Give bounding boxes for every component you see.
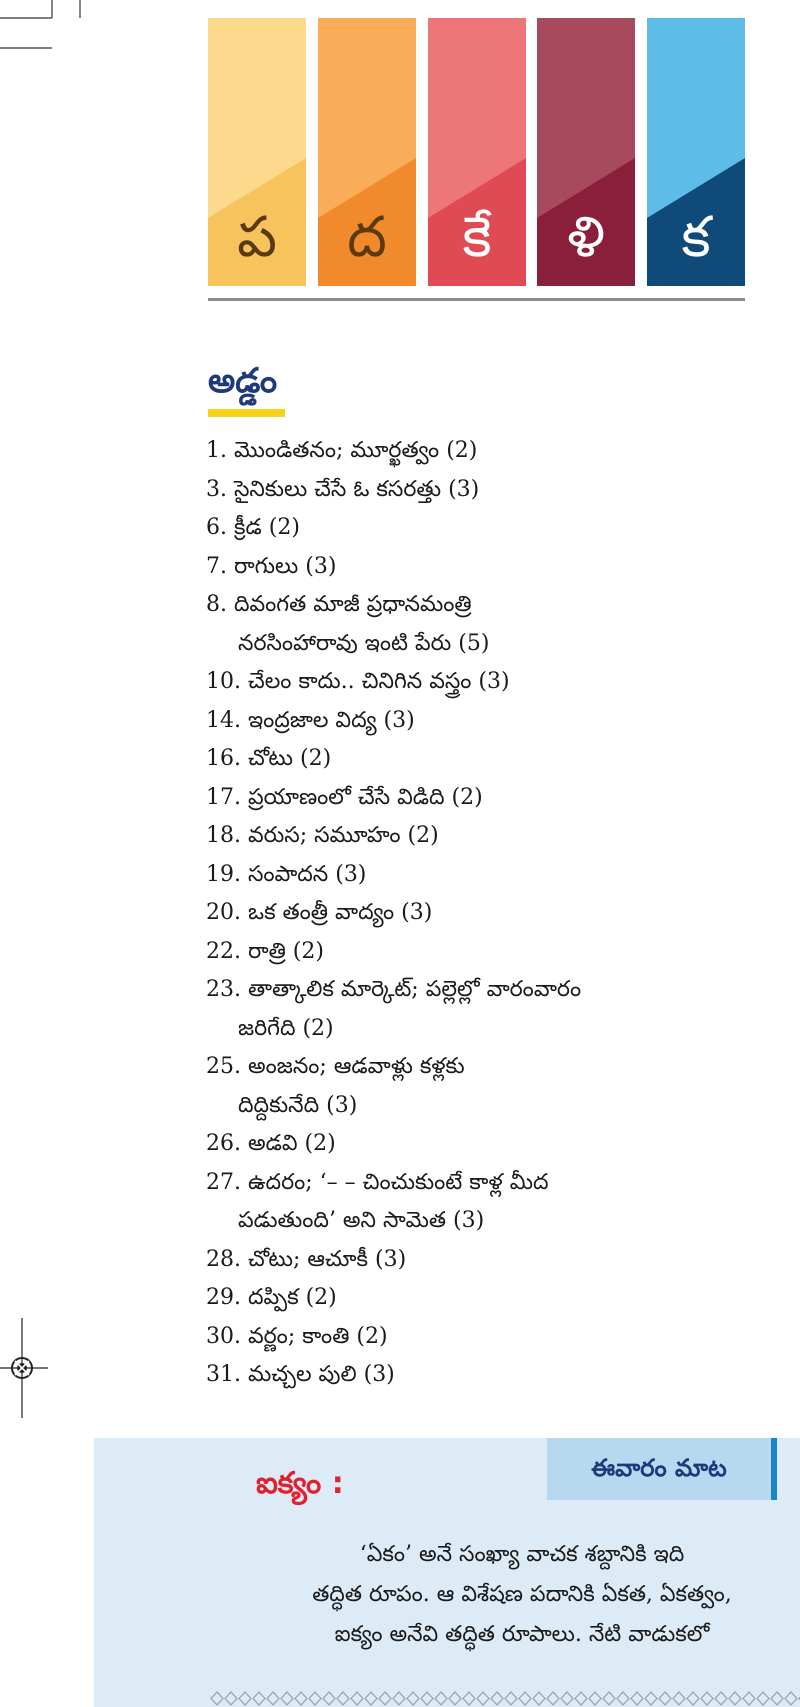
crop-marks: [0, 0, 90, 60]
heading-underline: [208, 409, 285, 417]
title-letter: కే: [462, 205, 492, 270]
title-tile: [428, 18, 526, 286]
word-of-week-word: ఐక్యం :: [256, 1466, 344, 1501]
title-letter: ప: [237, 205, 277, 270]
clue-item: 10. చేలం కాదు.. చినిగిన వస్త్రం (3): [206, 669, 510, 694]
clue-item: 17. ప్రయాణంలో చేసే విడిది (2): [206, 784, 483, 810]
clue-item: 22. రాత్రి (2): [206, 938, 324, 964]
title-tile: [537, 18, 635, 286]
title-banner: [208, 18, 745, 288]
banner-divider: [208, 298, 745, 301]
definition-line: ఐక్యం అనేవి తద్ధిత రూపాలు. నేటి వాడుకలో: [334, 1622, 710, 1647]
registration-mark-icon: [0, 1318, 50, 1418]
title-tile: [208, 18, 306, 286]
title-tile: [318, 18, 416, 286]
clue-list: [206, 432, 766, 1395]
clue-item: 29. దప్పిక (2): [206, 1285, 337, 1310]
definition-line: తద్ధిత రూపం. ఆ విశేషణ పదానికి ఏకత, ఏకత్వం,: [312, 1582, 732, 1607]
clue-item: 25. అంజనం; ఆడవాళ్లు కళ్లకు దిద్దికునేది (3): [206, 1054, 465, 1118]
clue-item: 19. సంపాదన (3): [206, 861, 367, 887]
clue-item: 1. మొండితనం; మూర్ఖత్వం (2): [206, 438, 478, 463]
clue-item: 23. తాత్కాలిక మార్కెట్; పల్లెల్లో వారంవారం జరిగేది (2): [206, 977, 582, 1041]
clue-item: 28. చోటు; ఆచూకీ (3): [206, 1246, 407, 1272]
clue-item: 30. వర్ణం; కాంతి (2): [206, 1323, 388, 1349]
clue-item: 7. రాగులు (3): [206, 553, 337, 579]
decorative-border: [210, 1690, 800, 1707]
definition-line: ‘ఏకం’ అనే సంఖ్యా వాచక శబ్దానికి ఇది: [359, 1542, 685, 1567]
word-of-week-tag-label: ఈవారం మాట: [591, 1454, 727, 1482]
section-heading: అడ్డం: [208, 361, 278, 401]
word-definition: [242, 1535, 800, 1655]
clue-item: 16. చోటు (2): [206, 746, 332, 771]
clue-item: 14. ఇంద్రజాల విద్య (3): [206, 707, 415, 733]
clue-item: 27. ఉదరం; ‘– – చించుకుంటే కాళ్ల మీద పడుతుంది’ అని సామెత (3): [206, 1169, 549, 1233]
clue-item: 6. క్రీడ (2): [206, 515, 300, 540]
clue-item: 8. దివంగత మాజీ ప్రధానమంత్రి నరసింహారావు ఇంటి పేరు (5): [206, 592, 490, 656]
word-of-week-tag: [547, 1438, 777, 1500]
title-tile: [647, 18, 745, 286]
title-letter: ద: [347, 205, 387, 270]
clue-item: 31. మచ్చల పులి (3): [206, 1362, 395, 1387]
clue-item: 26. అడవి (2): [206, 1131, 336, 1156]
clue-item: 3. సైనికులు చేసే ఓ కసరత్తు (3): [206, 476, 480, 502]
title-letter: క: [681, 205, 711, 270]
title-letter: ళి: [567, 205, 605, 270]
clue-item: 20. ఒక తంత్రీ వాద్యం (3): [206, 900, 433, 925]
clue-item: 18. వరుస; సమూహం (2): [206, 823, 439, 848]
